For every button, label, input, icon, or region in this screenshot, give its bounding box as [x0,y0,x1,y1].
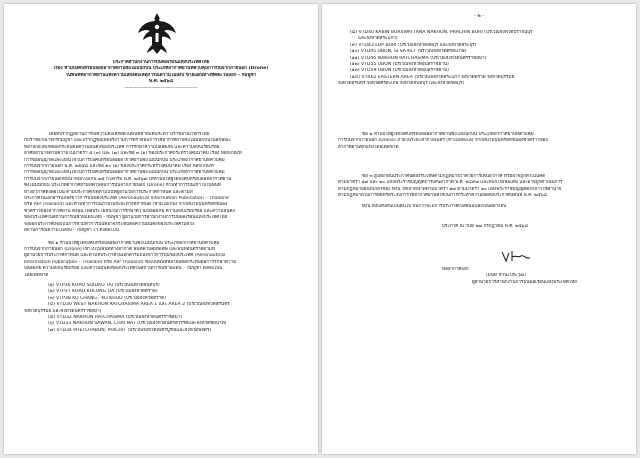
paragraph-line: ซึ่งไม่มีนักบิน ประเภทอากาศยานที่ควบคุมการบินจากภายนอก (Drone) ห้ามทำการบินเข้าไปในพื้นที่ [24,183,221,189]
clause-1-line: ข้อ ๑ ห้ามมิให้ผู้ใดบังคับหรือปล่อยอากาศยานซึ่งไม่มีนักบิน ประเภทอากาศยานที่ควบคุม [48,240,220,246]
page-1 [4,4,318,454]
area-list-item: (๘) VTD40 KABIN BURI/WATTANA NAKHON, PRACHIN BURI (บริเวณจังหวัดปราจีนบุรี [350,30,533,35]
clause-1-line: โดยเด็ดขาด [24,272,49,278]
paragraph-line: การบินจากภายนอกที่มีน้ำหนักไม่เกิน ๒๕ กิโลกรัม พ.ศ. ๒๕๖๗ ให้ห้ามมิให้ผู้ใดบังคับหรือปล่อยอากาศยาน [24,176,232,182]
paragraph-line: การขออนุญาตและเงื่อนไขในการบังคับหรือปล่อยอากาศยานซึ่งไม่มีนักบิน ประเภทอากาศยานที่ควบคุม [24,157,225,163]
garuda-emblem-icon [137,11,177,55]
paragraph-line: การบินจากภายนอก พ.ศ. ๒๕๕๘ และข้อ ๑๐ (๑) ของประกาศกระทรวงคมนาคม เรื่อง หลักเกณฑ์ [24,164,214,170]
area-list-item: จังหวัดบุรีรัมย์ และจังหวัดนครราชสีมา) [24,308,102,314]
signer-name: (มนัท ชวนะประวุฒิ) [486,273,527,279]
paragraph-line: สถานการณ์ความไม่สงบ – กัมพูชา ไว้ ดังต่อไปนี้ [24,228,119,234]
signer-title: ผู้อำนวยการสำนักงานการบินพลเรือนแห่งประเทศไทย [472,279,577,285]
paragraph-line: หรือ AIP Thailand) และห้ามทำการบินภายในระยะทางที่กำหนด (ห้ามไม่เกิน) จากสนามบินหรือที่ขึ้นลง [24,202,228,208]
effective-line: ทั้งนี้ ตั้งแต่บัดนี้เป็นต้นไป จนกว่าจะมีการประกาศเปลี่ยนแปลงเป็นอย่างอื่น [362,204,507,209]
paragraph-line: กับราชอาณาจักรกัมพูชา และปรากฏข้อเท็จจริงว่ามีการตรวจพบการใช้อากาศยานซึ่งไม่มีนักบินในลักษณะ [24,138,231,144]
area-list-item: (๒) VTP37 KHAO KHLONG OA (บริเวณจังหวัดตราด) [48,289,158,295]
area-list-item: (๑๒) VTD55 UBON (บริเวณจังหวัดอุบลราชธานี) [350,62,449,68]
signer-rank: พลอากาศเอก [442,267,469,272]
clause-3 [338,174,624,200]
subject-line: ในพื้นที่ที่อากาศยานแห่งความเสี่ยงต่อเหตุการณ์ความไม่สงบ ชายแดนทางทิศตะวันออก - กัมพูชา [65,72,257,78]
divider: ———————————————— [124,85,198,91]
clause-2 [338,132,624,151]
area-list-item: (๗) VTD34 PHETCHABUN, PHICHIT (บริเวณจังหวัดเพชรบูรณ์และจังหวัดพิจิตร) [48,327,212,333]
clause-2-line: อากาศยานทุกแห่งโดยเด็ดขาด [338,144,399,150]
clause-1-line: ผู้อำนวยการประกาศกำหนด และตามที่ประกาศในเอกสารแถลงข่าวการบินของประเทศ (Aeronautical [24,253,226,259]
paragraph-line: จึงออกประกาศเพื่อเป็นการห้ามทำการบินที่อาจกระทบต่อความมั่นคงของประเทศในช่วง [24,221,195,227]
paragraph-line: ชั่วคราวของอากาศยาน ดังนั้น เพื่อประโยชน์ในการรักษาความปลอดภัย ความสงบเรียบร้อย และความมั่นคง [24,208,235,214]
area-list-item: (๙) VTD43 LOP BURI (บริเวณจังหวัดลพบุรี และจังหวัดสระบุรี) [350,42,477,48]
paragraph-line: ของประเทศในสถานการณ์ชายแดนไทย - กัมพูชา ผู้อำนวยการสำนักงานการบินพลเรือนแห่งประเทศไทย [24,215,228,221]
area-list-item: (๑๑) VTD46 NAKHON RATCHASIMA (บริเวณจังหวัดนครราชสีมา) [350,55,487,61]
area-list-item: (๕) VTD32 NAKHON RATCHASIMA (บริเวณจังหวัดนครราชสีมา) [48,314,183,320]
area-list-item: (๑๐) VTD45 UBON, SI SA KET (บริเวณจังหวัดศรีสะเกษ) [350,49,467,55]
clause-3-line: ตามมาตรา ๑๗ และ ๒๐ แห่งพระราชบัญญัติการเดินอากาศ พ.ศ. ๒๔๙๗ และที่แก้ไขเพิ่มเติม และอาจถูกดำเนินการ [338,180,563,186]
preamble [24,132,302,334]
signature-block [442,248,582,286]
area-list-item: และจังหวัดสระแก้ว) [358,36,398,42]
paragraph-line: การขออนุญาตและเงื่อนไขในการบังคับหรือปล่อยอากาศยานซึ่งไม่มีนักบิน ประเภทอากาศยานที่ควบคุม [24,170,225,176]
clause-2-line: ข้อ ๒ ห้ามมิให้ผู้ใดบังคับหรือปล่อยอากาศยานซึ่งไม่มีนักบิน ประเภทอากาศยานที่ควบคุม [362,132,534,137]
paragraph-line: ประกาศในเอกสารแถลงข่าวการบินของประเทศ (Aeronautical Information Publication – Thailand [24,196,229,202]
announcement-date [442,224,624,230]
area-list-item: (๓) VTP38 KO CHANG - KO KHUD (บริเวณจังหวัดตราด) [48,295,167,301]
paragraph-line: โดยที่ปรากฏสถานการณ์ความตึงเครียดในพื้นที่ชายแดนระหว่างราชอาณาจักรไทย [48,132,210,137]
area-list-item: จังหวัดสุรินทร์ จังหวัดศรีสะเกษ จังหวัดจันทบุรี และจังหวัดชลบุรี) [338,81,465,87]
issuer-title: ประกาศสำนักงานการบินพลเรือนแห่งประเทศไทย [112,60,210,65]
document-header [24,60,298,92]
date-line: ประกาศ ณ วันที่ ๒๗ กรกฎาคม พ.ศ. ๒๕๖๘ [442,224,529,229]
signature-icon [500,249,534,263]
clause-3-line: ตามกฎหมายในการยึดหรือระงับการใช้อากาศยานที่ใช้ในการกระทำความผิดต่อประกาศนี้ทันที พ.ศ. ๒๕๖๘ [338,193,548,199]
clause-1-line: Information Publication – Thailand หรือ AIP Thailand) ซึ่งเป็นพื้นที่ที่อาจมีผลกระทบต่อการรักษาความ [24,259,237,265]
area-list-item: (๑๔) VTR62 EASTERN AREA (บริเวณจังหวัดสระแก้ว จังหวัดตราด จังหวัดบุรีรัมย์ [350,74,515,80]
area-list-item: (๖) VTD33 NAKHON SAWAN, CHAI NAT (บริเวณจังหวัดนครสวรรค์และจังหวัดชัยนาท) [48,321,227,327]
clause-2-line: การบินจากภายนอก (Drone) ภายในระยะห้ากิโลเมตร (ห้าไมล์ทะเล) จากสนามบินหรือที่ขึ้นลงชั่วคราวของ [338,138,548,144]
paragraph-line: ทางอากาศดังต่อไปนี้ ตามประกาศเขตห้ามบินที่ผู้อำนวยการประกาศกำหนด และตามที่ [24,189,193,195]
clause-1-line: การบินจากภายนอก (Drone) เข้าไปในพื้นที่ทางอากาศ พื้นที่ควบคุมพิเศษ และพื้นที่อันตรายตามที่ [24,246,215,252]
area-list-continued [338,30,624,88]
area-list-item: (๑๓) VTD59 UBON (บริเวณจังหวัดอุบลราชธานี) [350,68,449,74]
page-2 [322,4,636,454]
paragraph-line: ที่อาจก่อให้เกิดผลกระทบต่อความมั่นคงของประเทศ การรักษาความปลอดภัย และความสงบเรียบร้อย [24,144,220,150]
clause-3-line: ข้อ ๓ ผู้ใดฝ่าฝืนประกาศนี้ต้องรับโทษตามกฎหมายว่าด้วยการเดินอากาศ หรืออาจถูกดำเนินคดี [362,174,546,179]
clause-1-line: ปลอดภัย ความสงบเรียบร้อย และความมั่นคงของประเทศในสถานการณ์ชายแดน – กัมพูชา ดังต่อไปนี้ [24,266,223,272]
page-number: - ๒ - [473,13,485,19]
year-line: พ.ศ. ๒๕๖๘ [149,79,173,85]
area-list-item: (๑) VTP36 KHAO SOIDAO TAI (บริเวณจังหวัดจันทบุรี) [48,282,160,288]
clause-3-line: ตามกฎหมายอื่นที่เกี่ยวข้อง ทั้งนี้ ให้เจ้าหน้าที่ตามมาตรา ๑๗ ตามมาตรา ๒๐ แห่งพระราชบัญญัติดังกล่าวใช้อำนาจ [338,186,562,192]
area-list-item: (๔) VTD30 WEST NAKHON RATCHASIMA AREA 1 และ AREA 2 (บริเวณจังหวัดสุรินทร์ [48,302,230,308]
paragraph-line: อาศัยอำนาจตามความในมาตรา ๕ (๓) และ (๗) และข้อ ๓ (๑) ของประกาศกระทรวงคมนาคม เรื่อง หลักเกณฑ์ [24,151,242,157]
effective-clause [338,204,624,210]
subject-line: เรื่อง ห้ามบังคับหรือปล่อยอากาศยานซึ่งไม่มีนักบิน ประเภทอากาศยานที่ควบคุมการบินจากภายนอก (Drone) [53,66,269,72]
